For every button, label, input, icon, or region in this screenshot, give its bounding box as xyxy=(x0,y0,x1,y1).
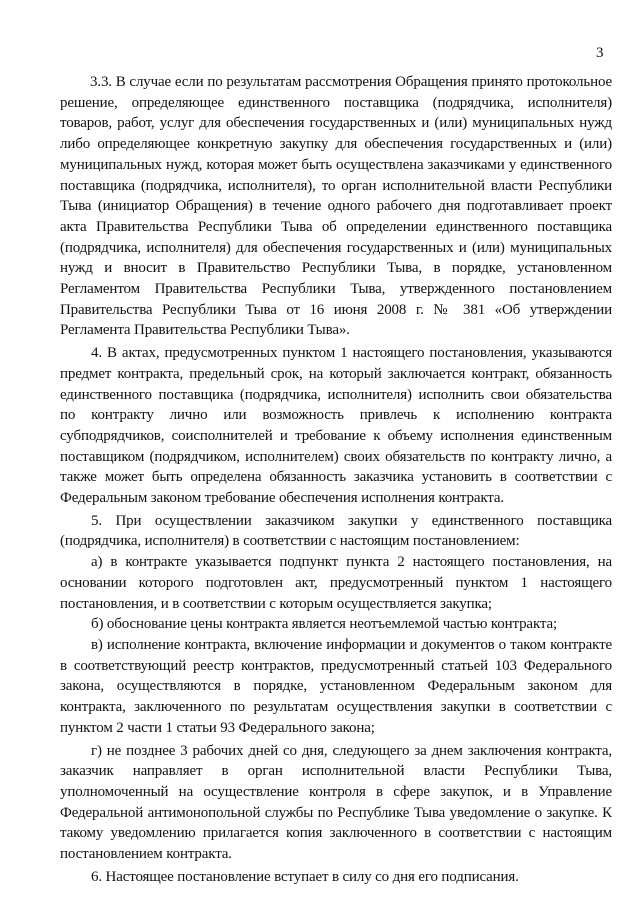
paragraph-5-b: б) обоснование цены контракта является неотъемлемой частью контракта; xyxy=(91,616,557,633)
paragraph-3-3: 3.3. В случае если по результатам рассмотрения Обращения принято протокольное решение, определяющее единственного поставщика (подрядчика, исполнителя) товаров, работ, услуг для обеспечения государственных и (или) муниципальных нужд либо определяющее конкретную закупку для обеспечения государственных и (или) муниципальных нужд, которая может быть осуществлена заказчиками у единственного поставщика (подрядчика, исполнителя), то орган исполнительной власти Республики Тыва (инициатор Обращения) в течение одного рабочего дня подготавливает проект акта Правительства Республики Тыва об определении единственного поставщика (подрядчика, исполнителя) для обеспечения государственных и (или) муниципальных нужд и вносит в Правительство Республики Тыва, в порядке, установленном Регламентом Правительства Республики Тыва, утвержденного постановлением Правительства Республики Тыва от 16 июня 2008 г. № 381 «Об утверждении Регламента Правительства Республики Тыва». xyxy=(60,74,612,339)
paragraph-5-g: г) не позднее 3 рабочих дней со дня, следующего за днем заключения контракта, заказчик направляет в орган исполнительной власти Республики Тыва, уполномоченный на осуществление контроля в сфере закупок, и в Управление Федеральной антимонопольной службы по Республике Тыва уведомление о закупке. К такому уведомлению прилагается копия заключенного в соответствии с настоящим постановлением контракта. xyxy=(60,742,612,863)
paragraph-5-v: в) исполнение контракта, включение информации и документов о таком контракте в соответствующий реестр контрактов, предусмотренный статьей 103 Федерального закона, осуществляются в порядке, установленном Федеральным законом для контракта, заключенного по результатам осуществления закупки в соответствии с пунктом 2 части 1 статьи 93 Федерального закона; xyxy=(60,636,612,736)
page-number: 3 xyxy=(596,45,604,61)
paragraph-5-a: а) в контракте указывается подпункт пункта 2 настоящего постановления, на основании которого подготовлен акт, предусмотренный пунктом 1 настоящего постановления, и в соответствии с которым осуществляется закупка; xyxy=(60,554,612,612)
document-body xyxy=(60,72,612,887)
paragraph-4: 4. В актах, предусмотренных пунктом 1 настоящего постановления, указываются предмет контракта, предельный срок, на который заключается контракт, обязанность единственного поставщика (подрядчика, исполнителя) исполнить свои обязательства по контракту лично или возможность привлечь к исполнению контракта субподрядчиков, соисполнителей и требование к объему исполнения единственным поставщиком (подрядчиком, исполнителем) своих обязательств по контракту лично, а также может быть определена обязанность заказчика установить в соответствии с Федеральным законом требование обеспечения исполнения контракта. xyxy=(60,345,612,507)
paragraph-6: 6. Настоящее постановление вступает в силу со дня его подписания. xyxy=(91,868,519,885)
paragraph-5: 5. При осуществлении заказчиком закупки у единственного поставщика (подрядчика, исполнителя) в соответствии с настоящим постановлением: xyxy=(60,512,612,550)
